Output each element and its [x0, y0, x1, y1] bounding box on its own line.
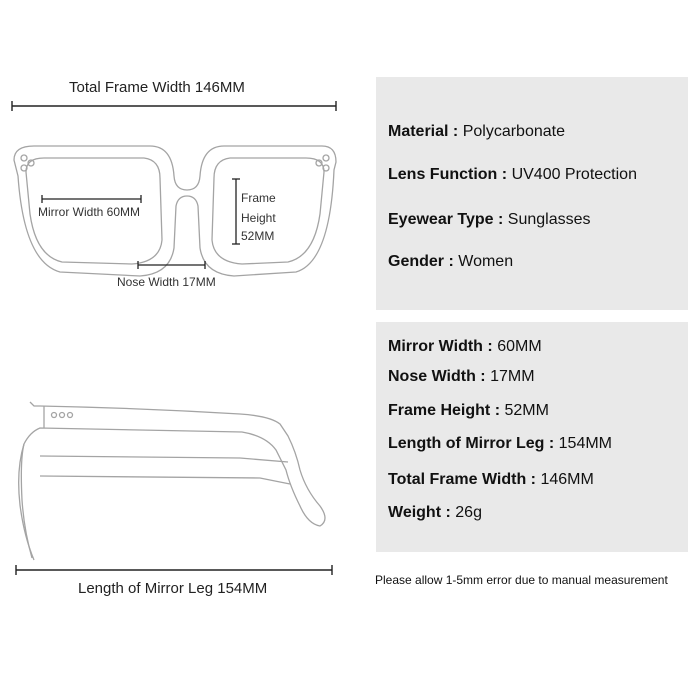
mirror-leg-length-label: Length of Mirror Leg 154MM — [78, 580, 268, 597]
spec-key: Eyewear Type : — [388, 211, 504, 228]
size-key: Length of Mirror Leg : — [388, 435, 555, 452]
size-value: 52MM — [504, 402, 549, 419]
size-row-frame-height — [388, 402, 549, 420]
size-row-nose-width — [388, 368, 535, 386]
nose-width-dimension — [138, 261, 205, 269]
spec-value: UV400 Protection — [511, 166, 637, 183]
size-key: Frame Height : — [388, 402, 501, 419]
spec-key: Gender : — [388, 253, 454, 270]
nose-width-label: Nose Width 17MM — [117, 275, 216, 289]
size-value: 17MM — [490, 368, 535, 385]
spec-value: Women — [458, 253, 514, 270]
spec-row-gender — [388, 253, 513, 271]
spec-row-material — [388, 123, 565, 141]
spec-key: Lens Function : — [388, 166, 508, 183]
spec-row-eyewear-type — [388, 211, 590, 229]
spec-value: Sunglasses — [507, 211, 591, 228]
size-row-total-width — [388, 471, 594, 489]
size-key: Mirror Width : — [388, 338, 493, 355]
size-row-mirror-width — [388, 338, 542, 356]
spec-key: Material : — [388, 123, 459, 140]
total-frame-width-label: Total Frame Width 146MM — [69, 79, 245, 96]
mirror-width-label: Mirror Width 60MM — [38, 205, 141, 219]
side-view-sketch — [19, 402, 325, 560]
size-value: 146MM — [540, 471, 594, 488]
frame-height-label-1: Frame — [241, 191, 276, 205]
spec-value: Polycarbonate — [462, 123, 565, 140]
frame-height-label-2: Height — [241, 211, 276, 225]
size-key: Total Frame Width : — [388, 471, 536, 488]
leg-length-dimension — [16, 565, 332, 575]
size-value: 60MM — [497, 338, 542, 355]
size-value: 26g — [455, 504, 482, 521]
size-panel — [376, 322, 688, 552]
size-row-leg-length — [388, 435, 612, 453]
mirror-width-dimension — [42, 195, 141, 203]
spec-row-lens-function — [388, 166, 637, 184]
frame-height-dimension — [232, 179, 240, 244]
total-width-dimension — [12, 101, 336, 111]
size-key: Weight : — [388, 504, 451, 521]
specs-panel — [376, 77, 688, 310]
size-row-weight — [388, 504, 482, 522]
size-value: 154MM — [558, 435, 613, 452]
measurement-note: Please allow 1-5mm error due to manual measurement — [375, 573, 668, 587]
size-key: Nose Width : — [388, 368, 486, 385]
frame-height-label-3: 52MM — [241, 229, 275, 243]
